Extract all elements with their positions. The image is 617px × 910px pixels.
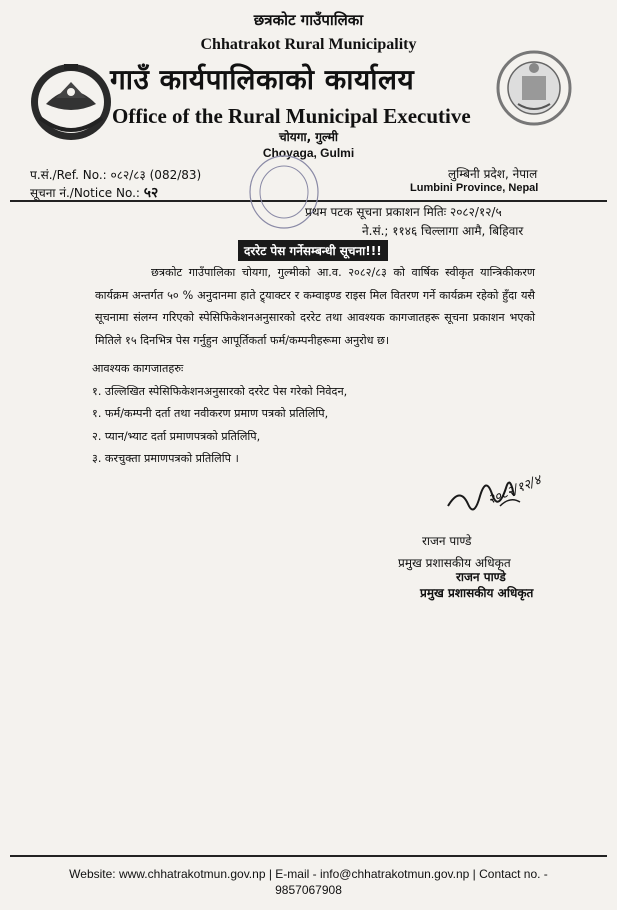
municipality-nepali: छत्रकोट गाउँपालिका bbox=[253, 11, 364, 29]
municipality-seal-logo bbox=[494, 48, 574, 128]
notice-paragraph: छत्रकोट गाउँपालिका चोयगा, गुल्मीको आ.व. २०८२/८३ को वार्षिक स्वीकृत यान्त्रिकीकरण कार्यक्रम अन्तर्गत ५० % अनुदानमा हाते ट्र्याक्टर र कम्वाइण्ड राइस मिल वितरण गर्ने कार्यक्रम रहेको हुँदा यसै सूचनामा संलग्न गरिएको स्पेसिफिकेशनअनुसारको दररेट तथा आवश्यक कागजातहरू सूचना प्रकाशन भएको मितिले १५ दिनभित्र पेस गर्नुहुन आपूर्तिकर्ता फर्म/कम्पनीहरूमा अनुरोध छ। bbox=[95, 266, 535, 347]
documents-list bbox=[92, 358, 347, 471]
province-english: Lumbini Province, Nepal bbox=[410, 182, 539, 194]
footer-line: Website: www.chhatrakotmun.gov.np | E-mail - info@chhatrakotmun.gov.np | Contact no. - bbox=[69, 867, 548, 881]
signer-designation: प्रमुख प्रशासकीय अधिकृत bbox=[398, 556, 511, 570]
place-nepali: चोयगा, गुल्मी bbox=[279, 130, 338, 144]
ref-number: प.सं./Ref. No.: ०८२/८३ (082/83) bbox=[30, 168, 202, 182]
footer-contact bbox=[0, 866, 617, 898]
notice-title: दररेट पेस गर्नेसम्बन्धी सूचना!!! bbox=[238, 240, 388, 261]
footer-divider bbox=[10, 855, 607, 857]
document-item: २. प्यान/भ्याट दर्ता प्रमाणपत्रको प्रतिलिपि, bbox=[92, 429, 261, 443]
first-publish-date: प्रथम पटक सूचना प्रकाशन मितिः २०८२/१२/५ bbox=[305, 205, 502, 219]
document-item: ३. करचुक्ता प्रमाणपत्रको प्रतिलिपि । bbox=[92, 452, 239, 465]
footer-phone: 9857067908 bbox=[275, 883, 342, 897]
document-item: १. उल्लिखित स्पेसिफिकेशनअनुसारको दररेट पेस गरेको निवेदन, bbox=[92, 384, 348, 398]
province-nepali: लुम्बिनी प्रदेश, नेपाल bbox=[448, 167, 538, 181]
handwritten-date: २०८२/१२/४ bbox=[485, 472, 544, 508]
stamp-name: राजन पाण्डे bbox=[456, 570, 506, 584]
documents-heading: आवश्यक कागजातहरुः bbox=[92, 362, 184, 375]
nepal-sambat-date: ने.सं.; ११४६ चिल्लागा आमै, बिहिवार bbox=[362, 224, 524, 238]
office-nepali: गाउँ कार्यपालिकाको कार्यालय bbox=[110, 63, 415, 96]
signer-name: राजन पाण्डे bbox=[422, 534, 472, 548]
document-item: १. फर्म/कम्पनी दर्ता तथा नवीकरण प्रमाण पत्रको प्रतिलिपि, bbox=[92, 407, 329, 420]
place-english: Choyaga, Gulmi bbox=[262, 146, 355, 160]
received-stamp bbox=[246, 152, 322, 232]
municipality-english: Chhatrakot Rural Municipality bbox=[200, 36, 417, 53]
notice-body bbox=[95, 262, 535, 352]
office-english: Office of the Rural Municipal Executive bbox=[112, 104, 471, 128]
stamp-designation: प्रमुख प्रशासकीय अधिकृत bbox=[420, 586, 534, 600]
notice-number: सूचना नं./Notice No.: ५२ bbox=[30, 185, 159, 201]
